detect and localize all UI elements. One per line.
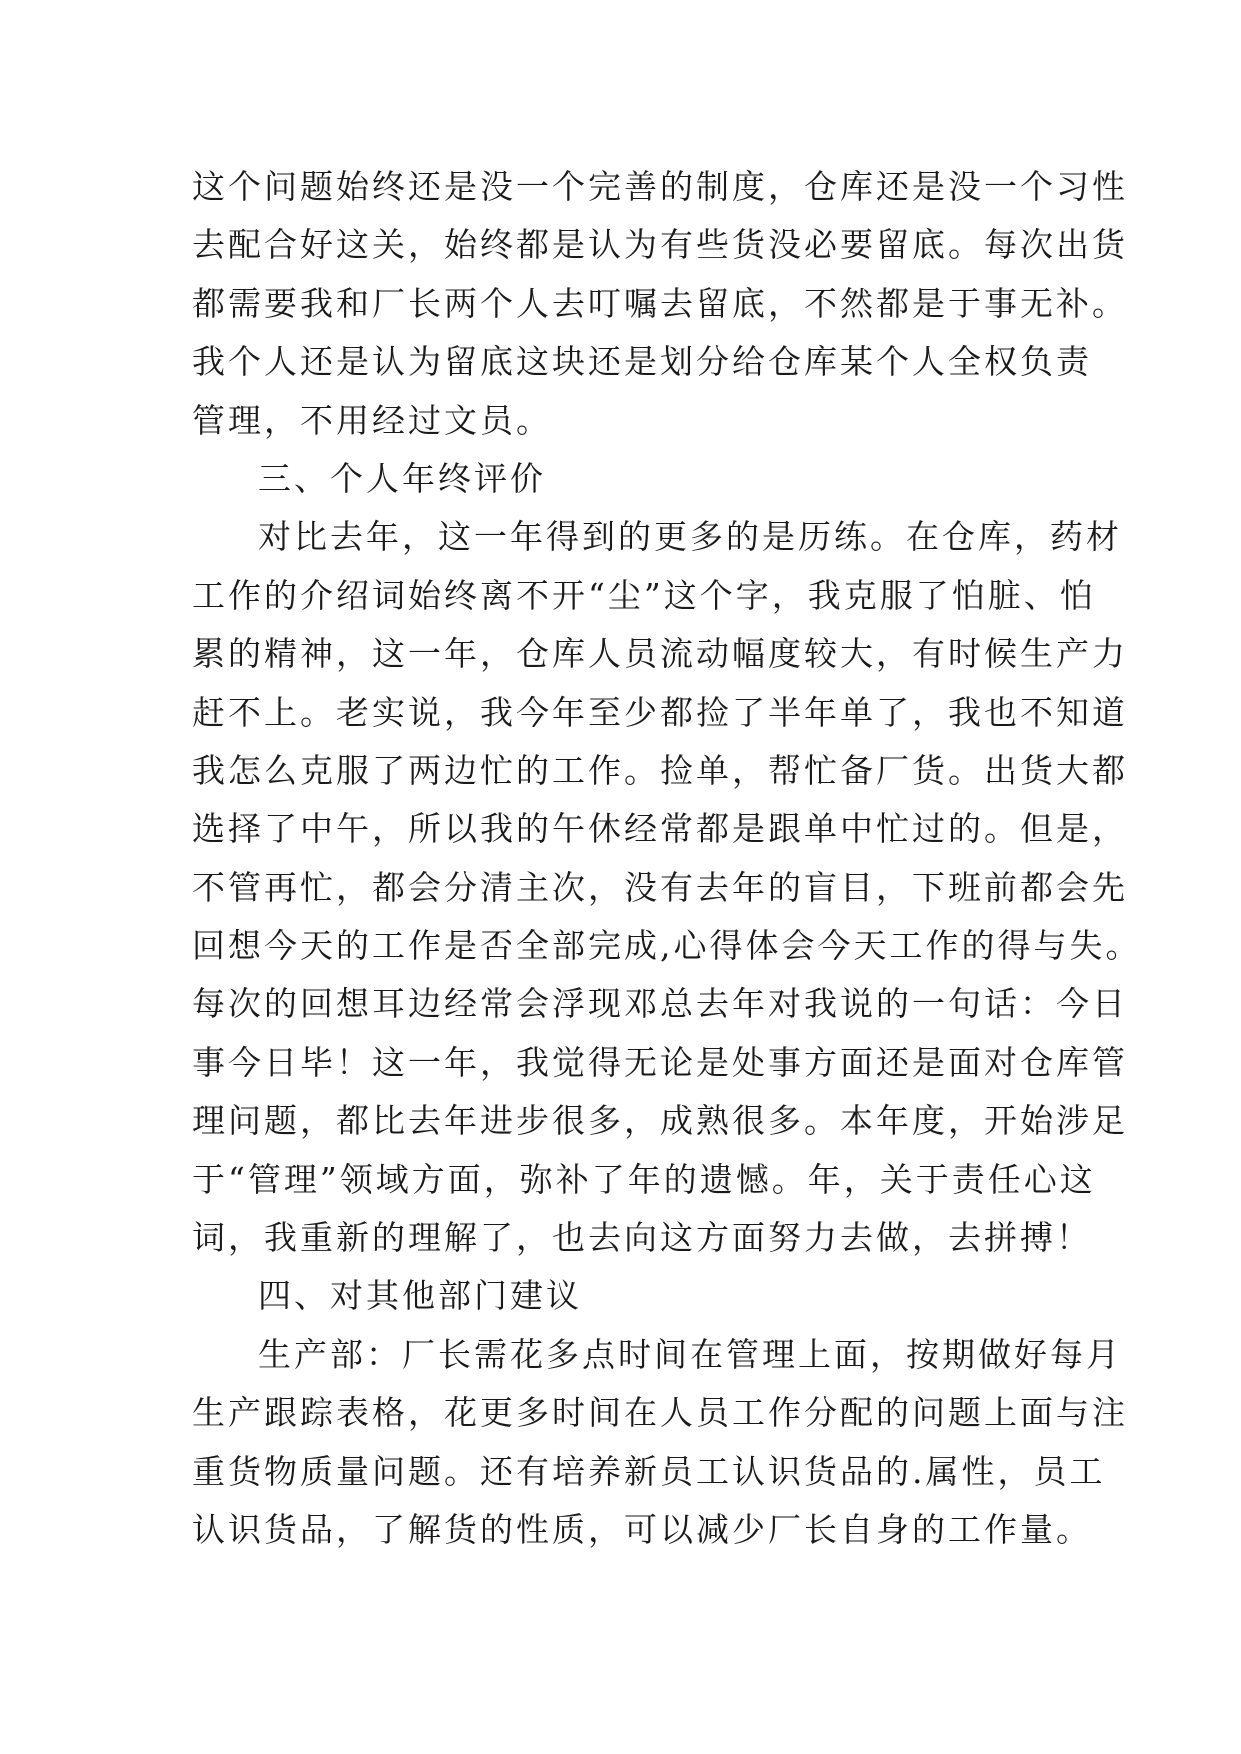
text-line: 去配合好这关，始终都是认为有些货没必要留底。每次出货 — [192, 225, 1128, 265]
text-line: 选择了中午，所以我的午休经常都是跟单中忙过的。但是， — [192, 809, 1128, 849]
section-heading: 三、个人年终评价 — [258, 458, 546, 498]
text-line: 我个人还是认为留底这块还是划分给仓库某个人全权负责 — [192, 342, 1092, 382]
text-line: 于“管理”领域方面，弥补了年的遗憾。年，关于责任心这 — [192, 1159, 1096, 1199]
text-line: 每次的回想耳边经常会浮现邓总去年对我说的一句话：今日 — [192, 984, 1128, 1024]
text-line: 事今日毕！这一年，我觉得无论是处事方面还是面对仓库管 — [192, 1042, 1128, 1082]
text-line: 我怎么克服了两边忙的工作。捡单，帮忙备厂货。出货大都 — [192, 750, 1128, 790]
text-line: 生产跟踪表格，花更多时间在人员工作分配的问题上面与注 — [192, 1393, 1128, 1433]
text-line: 累的精神，这一年，仓库人员流动幅度较大，有时候生产力 — [192, 634, 1128, 674]
text-line: 工作的介绍词始终离不开“尘”这个字，我克服了怕脏、怕 — [192, 575, 1096, 615]
text-line: 这个问题始终还是没一个完善的制度，仓库还是没一个习性 — [192, 167, 1128, 206]
section-heading: 四、对其他部门建议 — [258, 1276, 582, 1316]
text-line: 赶不上。老实说，我今年至少都捡了半年单了，我也不知道 — [192, 692, 1128, 732]
paragraph-start: 生产部：厂长需花多点时间在管理上面，按期做好每月 — [258, 1334, 1122, 1374]
text-line: 都需要我和厂长两个人去叮嘱去留底，不然都是于事无补。 — [192, 283, 1128, 323]
text-line: 重货物质量问题。还有培养新员工认识货品的.属性，员工 — [192, 1451, 1106, 1491]
text-line: 不管再忙，都会分清主次，没有去年的盲目，下班前都会先 — [192, 867, 1128, 907]
text-line: 认识货品，了解货的性质，可以减少厂长自身的工作量。 — [192, 1509, 1092, 1549]
paragraph-start: 对比去年，这一年得到的更多的是历练。在仓库，药材 — [258, 517, 1122, 557]
text-line: 词，我重新的理解了，也去向这方面努力去做，去拼搏！ — [192, 1218, 1092, 1258]
text-line: 理问题，都比去年进步很多，成熟很多。本年度，开始涉足 — [192, 1101, 1128, 1141]
document-body — [192, 158, 1142, 1559]
text-line: 回想今天的工作是否全部完成,心得体会今天工作的得与失。 — [192, 926, 1142, 966]
text-line: 管理，不用经过文员。 — [192, 400, 552, 440]
